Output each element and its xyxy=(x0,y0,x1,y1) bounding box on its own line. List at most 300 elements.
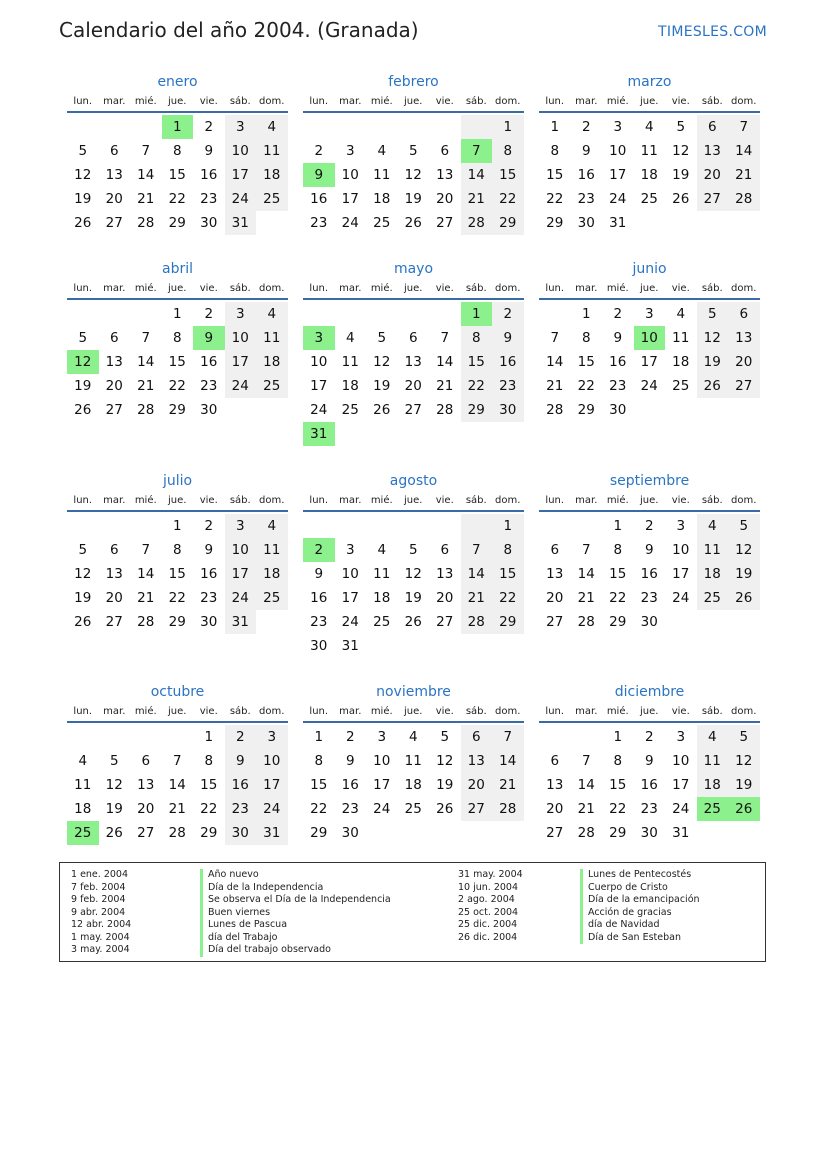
day-cell: 30 xyxy=(200,215,218,231)
day-cell: 18 xyxy=(256,562,288,586)
day-cell: 21 xyxy=(577,801,595,817)
day-cell: 5 xyxy=(109,753,119,769)
legend-holiday-name: Día de la emancipación xyxy=(580,894,700,907)
day-cell: 11 xyxy=(373,167,391,183)
weekday-label: vie. xyxy=(671,283,690,294)
empty-day-cell xyxy=(461,634,493,658)
day-cell: 22 xyxy=(310,801,328,817)
day-cell: 23 xyxy=(640,801,658,817)
day-cell: 29 xyxy=(492,211,524,235)
day-cell: 5 xyxy=(676,119,686,135)
weekday-label: vie. xyxy=(199,706,218,717)
day-cell: 13 xyxy=(105,566,123,582)
day-cell: 25 xyxy=(256,374,288,398)
empty-day-cell xyxy=(398,115,430,139)
day-cell: 31 xyxy=(225,610,257,634)
day-cell: 29 xyxy=(609,825,627,841)
day-cell: 21 xyxy=(492,773,524,797)
day-cell: 20 xyxy=(137,801,155,817)
empty-day-cell xyxy=(728,211,760,235)
empty-day-cell xyxy=(429,422,461,446)
days-grid xyxy=(539,725,760,845)
day-cell: 22 xyxy=(546,191,564,207)
day-cell: 6 xyxy=(440,143,450,159)
day-cell: 14 xyxy=(168,777,186,793)
day-cell: 9 xyxy=(644,753,654,769)
day-cell: 28 xyxy=(577,614,595,630)
day-cell: 13 xyxy=(137,777,155,793)
holiday-day-cell: 26 xyxy=(728,797,760,821)
empty-day-cell xyxy=(130,115,162,139)
weekday-label: jue. xyxy=(168,495,187,506)
day-cell: 2 xyxy=(581,119,591,135)
month-title: junio xyxy=(632,261,667,277)
month-title: julio xyxy=(162,473,193,489)
weekday-label: mié. xyxy=(606,495,629,506)
day-cell: 13 xyxy=(697,139,729,163)
day-cell: 8 xyxy=(172,143,182,159)
weekday-label: mié. xyxy=(370,495,393,506)
day-cell: 3 xyxy=(256,725,288,749)
day-cell: 24 xyxy=(373,801,391,817)
weekday-label: mié. xyxy=(134,495,157,506)
day-cell: 26 xyxy=(404,614,422,630)
day-cell: 7 xyxy=(728,115,760,139)
day-cell: 27 xyxy=(546,825,564,841)
day-cell: 29 xyxy=(546,215,564,231)
empty-day-cell xyxy=(461,115,493,139)
legend-holiday-name: Lunes de Pentecostés xyxy=(580,869,691,882)
legend-holiday-name: día de Navidad xyxy=(580,919,659,932)
weekday-label: vie. xyxy=(671,96,690,107)
day-cell: 7 xyxy=(440,330,450,346)
legend-date: 10 jun. 2004 xyxy=(458,881,519,893)
weekday-label: lun. xyxy=(73,96,93,107)
day-cell: 14 xyxy=(492,749,524,773)
day-cell: 2 xyxy=(204,518,214,534)
weekday-label: sáb. xyxy=(465,283,487,294)
month-title: octubre xyxy=(150,684,205,700)
day-cell: 4 xyxy=(256,302,288,326)
month-diciembre xyxy=(539,680,760,845)
legend-holiday-name: Acción de gracias xyxy=(580,907,672,920)
day-cell: 8 xyxy=(613,753,623,769)
brand-link[interactable]: TIMESLES.COM xyxy=(658,24,767,40)
day-cell: 16 xyxy=(310,590,328,606)
day-cell: 20 xyxy=(697,163,729,187)
day-cell: 19 xyxy=(74,378,92,394)
empty-day-cell xyxy=(398,514,430,538)
day-cell: 20 xyxy=(404,378,422,394)
weekday-label: lun. xyxy=(73,706,93,717)
day-cell: 5 xyxy=(78,542,88,558)
day-cell: 11 xyxy=(404,753,422,769)
day-cell: 26 xyxy=(74,215,92,231)
month-title: marzo xyxy=(627,74,672,90)
empty-day-cell xyxy=(335,115,367,139)
day-cell: 30 xyxy=(577,215,595,231)
day-cell: 2 xyxy=(492,302,524,326)
weekday-label: lun. xyxy=(73,283,93,294)
day-cell: 15 xyxy=(168,167,186,183)
day-cell: 2 xyxy=(314,143,324,159)
weekday-label: lun. xyxy=(545,96,565,107)
day-cell: 18 xyxy=(341,378,359,394)
month-title: diciembre xyxy=(614,684,685,700)
month-title: febrero xyxy=(388,74,439,90)
weekday-label: dom. xyxy=(259,96,285,107)
month-title: mayo xyxy=(393,261,434,277)
day-cell: 14 xyxy=(461,163,493,187)
day-cell: 6 xyxy=(109,542,119,558)
empty-day-cell xyxy=(429,821,461,845)
days-grid xyxy=(303,725,524,845)
day-cell: 14 xyxy=(461,562,493,586)
day-cell: 15 xyxy=(492,163,524,187)
day-cell: 19 xyxy=(728,562,760,586)
weekday-label: dom. xyxy=(731,495,757,506)
day-cell: 4 xyxy=(644,119,654,135)
day-cell: 10 xyxy=(225,538,257,562)
day-cell: 4 xyxy=(697,725,729,749)
month-marzo xyxy=(539,70,760,235)
weekday-label: lun. xyxy=(309,283,329,294)
day-cell: 1 xyxy=(492,115,524,139)
day-cell: 21 xyxy=(137,590,155,606)
day-cell: 13 xyxy=(404,354,422,370)
day-cell: 12 xyxy=(728,749,760,773)
day-cell: 2 xyxy=(644,518,654,534)
day-cell: 30 xyxy=(609,402,627,418)
empty-day-cell xyxy=(256,398,288,422)
holiday-day-cell: 10 xyxy=(634,326,666,350)
empty-day-cell xyxy=(429,514,461,538)
day-cell: 3 xyxy=(644,306,654,322)
day-cell: 28 xyxy=(168,825,186,841)
day-cell: 10 xyxy=(256,749,288,773)
day-cell: 27 xyxy=(105,402,123,418)
weekday-label: lun. xyxy=(73,495,93,506)
day-cell: 11 xyxy=(256,139,288,163)
day-cell: 1 xyxy=(550,119,560,135)
days-grid xyxy=(539,302,760,422)
day-cell: 11 xyxy=(640,143,658,159)
day-cell: 9 xyxy=(204,542,214,558)
empty-day-cell xyxy=(366,634,398,658)
day-cell: 6 xyxy=(697,115,729,139)
weekday-label: sáb. xyxy=(229,495,251,506)
day-cell: 1 xyxy=(314,729,324,745)
day-cell: 22 xyxy=(492,187,524,211)
weekday-label: mié. xyxy=(606,283,629,294)
day-cell: 31 xyxy=(609,215,627,231)
empty-day-cell xyxy=(429,115,461,139)
day-cell: 14 xyxy=(436,354,454,370)
day-cell: 15 xyxy=(546,167,564,183)
weekday-header xyxy=(303,92,524,113)
weekday-label: vie. xyxy=(435,495,454,506)
month-title: agosto xyxy=(389,473,438,489)
day-cell: 1 xyxy=(492,514,524,538)
day-cell: 5 xyxy=(440,729,450,745)
day-cell: 31 xyxy=(341,638,359,654)
day-cell: 28 xyxy=(137,402,155,418)
day-cell: 28 xyxy=(461,211,493,235)
weekday-label: mar. xyxy=(575,495,598,506)
day-cell: 1 xyxy=(204,729,214,745)
day-cell: 17 xyxy=(225,350,257,374)
empty-day-cell xyxy=(492,634,524,658)
day-cell: 29 xyxy=(168,402,186,418)
day-cell: 16 xyxy=(225,773,257,797)
day-cell: 22 xyxy=(168,191,186,207)
day-cell: 9 xyxy=(492,326,524,350)
day-cell: 16 xyxy=(492,350,524,374)
weekday-header xyxy=(539,491,760,512)
day-cell: 1 xyxy=(172,306,182,322)
empty-day-cell xyxy=(256,610,288,634)
weekday-label: vie. xyxy=(199,283,218,294)
day-cell: 14 xyxy=(137,354,155,370)
weekday-label: vie. xyxy=(435,283,454,294)
weekday-label: mié. xyxy=(370,96,393,107)
day-cell: 7 xyxy=(141,542,151,558)
day-cell: 5 xyxy=(78,143,88,159)
holiday-day-cell: 25 xyxy=(697,797,729,821)
month-junio xyxy=(539,257,760,422)
day-cell: 10 xyxy=(341,566,359,582)
day-cell: 16 xyxy=(200,167,218,183)
day-cell: 19 xyxy=(728,773,760,797)
day-cell: 18 xyxy=(373,191,391,207)
day-cell: 8 xyxy=(204,753,214,769)
weekday-header xyxy=(539,92,760,113)
day-cell: 28 xyxy=(577,825,595,841)
day-cell: 18 xyxy=(640,167,658,183)
day-cell: 17 xyxy=(640,354,658,370)
day-cell: 16 xyxy=(200,566,218,582)
day-cell: 23 xyxy=(341,801,359,817)
empty-day-cell xyxy=(67,302,99,326)
weekday-label: jue. xyxy=(404,96,423,107)
day-cell: 20 xyxy=(105,590,123,606)
legend-date: 26 dic. 2004 xyxy=(458,931,518,943)
day-cell: 1 xyxy=(613,518,623,534)
weekday-label: mar. xyxy=(575,283,598,294)
day-cell: 3 xyxy=(676,518,686,534)
day-cell: 28 xyxy=(436,402,454,418)
day-cell: 21 xyxy=(137,378,155,394)
days-grid xyxy=(303,302,524,446)
day-cell: 23 xyxy=(310,614,328,630)
empty-day-cell xyxy=(728,398,760,422)
day-cell: 20 xyxy=(105,378,123,394)
month-enero xyxy=(67,70,288,235)
day-cell: 15 xyxy=(609,566,627,582)
weekday-header xyxy=(67,92,288,113)
day-cell: 6 xyxy=(550,753,560,769)
day-cell: 30 xyxy=(640,825,658,841)
day-cell: 29 xyxy=(461,398,493,422)
day-cell: 10 xyxy=(225,326,257,350)
day-cell: 30 xyxy=(200,402,218,418)
days-grid xyxy=(303,115,524,235)
day-cell: 22 xyxy=(200,801,218,817)
legend-holiday-name: Buen viernes xyxy=(200,907,270,920)
day-cell: 25 xyxy=(373,614,391,630)
day-cell: 12 xyxy=(728,538,760,562)
day-cell: 20 xyxy=(436,191,454,207)
empty-day-cell xyxy=(634,398,666,422)
day-cell: 4 xyxy=(697,514,729,538)
weekday-label: mié. xyxy=(134,706,157,717)
day-cell: 17 xyxy=(609,167,627,183)
weekday-header xyxy=(539,279,760,300)
holiday-day-cell: 25 xyxy=(67,821,99,845)
day-cell: 19 xyxy=(373,378,391,394)
empty-day-cell xyxy=(67,725,99,749)
empty-day-cell xyxy=(335,422,367,446)
day-cell: 25 xyxy=(256,586,288,610)
legend-date: 1 ene. 2004 xyxy=(71,869,128,880)
day-cell: 19 xyxy=(436,777,454,793)
day-cell: 3 xyxy=(377,729,387,745)
days-grid xyxy=(539,115,760,235)
weekday-label: dom. xyxy=(495,495,521,506)
day-cell: 21 xyxy=(728,163,760,187)
day-cell: 11 xyxy=(697,538,729,562)
day-cell: 11 xyxy=(256,326,288,350)
day-cell: 16 xyxy=(577,167,595,183)
weekday-label: jue. xyxy=(168,283,187,294)
weekday-label: lun. xyxy=(309,495,329,506)
day-cell: 9 xyxy=(644,542,654,558)
day-cell: 23 xyxy=(200,590,218,606)
day-cell: 22 xyxy=(492,586,524,610)
legend-holiday-name: Año nuevo xyxy=(200,869,259,882)
holiday-day-cell: 3 xyxy=(303,326,335,350)
day-cell: 7 xyxy=(461,538,493,562)
day-cell: 11 xyxy=(74,777,92,793)
day-cell: 28 xyxy=(492,797,524,821)
day-cell: 12 xyxy=(105,777,123,793)
day-cell: 15 xyxy=(577,354,595,370)
day-cell: 24 xyxy=(609,191,627,207)
day-cell: 28 xyxy=(728,187,760,211)
day-cell: 15 xyxy=(168,354,186,370)
day-cell: 29 xyxy=(609,614,627,630)
weekday-header xyxy=(303,702,524,723)
day-cell: 9 xyxy=(204,143,214,159)
weekday-label: dom. xyxy=(495,283,521,294)
empty-day-cell xyxy=(303,514,335,538)
day-cell: 19 xyxy=(404,590,422,606)
weekday-label: vie. xyxy=(199,495,218,506)
day-cell: 15 xyxy=(168,566,186,582)
day-cell: 11 xyxy=(373,566,391,582)
legend-holiday-name: Día del trabajo observado xyxy=(200,944,331,957)
day-cell: 5 xyxy=(728,725,760,749)
day-cell: 14 xyxy=(577,777,595,793)
day-cell: 22 xyxy=(168,590,186,606)
day-cell: 12 xyxy=(404,167,422,183)
weekday-label: mié. xyxy=(134,283,157,294)
day-cell: 7 xyxy=(492,725,524,749)
day-cell: 27 xyxy=(436,215,454,231)
empty-day-cell xyxy=(398,422,430,446)
day-cell: 18 xyxy=(697,562,729,586)
day-cell: 26 xyxy=(672,191,690,207)
empty-day-cell xyxy=(398,302,430,326)
day-cell: 26 xyxy=(404,215,422,231)
holiday-day-cell: 1 xyxy=(461,302,493,326)
day-cell: 20 xyxy=(436,590,454,606)
day-cell: 12 xyxy=(373,354,391,370)
day-cell: 21 xyxy=(546,378,564,394)
weekday-label: jue. xyxy=(640,283,659,294)
days-grid xyxy=(539,514,760,634)
day-cell: 4 xyxy=(408,729,418,745)
legend-date: 2 ago. 2004 xyxy=(458,894,515,905)
day-cell: 15 xyxy=(200,777,218,793)
day-cell: 18 xyxy=(373,590,391,606)
weekday-label: sáb. xyxy=(465,96,487,107)
day-cell: 3 xyxy=(345,542,355,558)
empty-day-cell xyxy=(728,610,760,634)
weekday-label: mar. xyxy=(103,96,126,107)
day-cell: 27 xyxy=(436,614,454,630)
empty-day-cell xyxy=(398,634,430,658)
day-cell: 26 xyxy=(697,374,729,398)
day-cell: 9 xyxy=(314,566,324,582)
weekday-label: lun. xyxy=(545,706,565,717)
day-cell: 21 xyxy=(137,191,155,207)
weekday-label: mié. xyxy=(370,706,393,717)
day-cell: 13 xyxy=(728,326,760,350)
day-cell: 14 xyxy=(137,566,155,582)
day-cell: 13 xyxy=(546,566,564,582)
day-cell: 30 xyxy=(492,398,524,422)
day-cell: 29 xyxy=(168,614,186,630)
month-septiembre xyxy=(539,469,760,634)
day-cell: 29 xyxy=(492,610,524,634)
day-cell: 26 xyxy=(74,614,92,630)
weekday-label: dom. xyxy=(259,495,285,506)
empty-day-cell xyxy=(335,302,367,326)
day-cell: 11 xyxy=(672,330,690,346)
day-cell: 19 xyxy=(74,590,92,606)
day-cell: 17 xyxy=(672,777,690,793)
day-cell: 20 xyxy=(728,350,760,374)
day-cell: 27 xyxy=(105,215,123,231)
day-cell: 24 xyxy=(225,374,257,398)
weekday-header xyxy=(67,279,288,300)
day-cell: 8 xyxy=(492,538,524,562)
day-cell: 30 xyxy=(341,825,359,841)
legend-date: 25 dic. 2004 xyxy=(458,919,518,930)
day-cell: 6 xyxy=(440,542,450,558)
day-cell: 30 xyxy=(310,638,328,654)
day-cell: 16 xyxy=(200,354,218,370)
month-mayo xyxy=(303,257,524,446)
day-cell: 2 xyxy=(204,306,214,322)
empty-day-cell xyxy=(130,302,162,326)
holiday-day-cell: 9 xyxy=(193,326,225,350)
empty-day-cell xyxy=(429,634,461,658)
day-cell: 17 xyxy=(225,562,257,586)
day-cell: 3 xyxy=(225,115,257,139)
day-cell: 23 xyxy=(225,797,257,821)
